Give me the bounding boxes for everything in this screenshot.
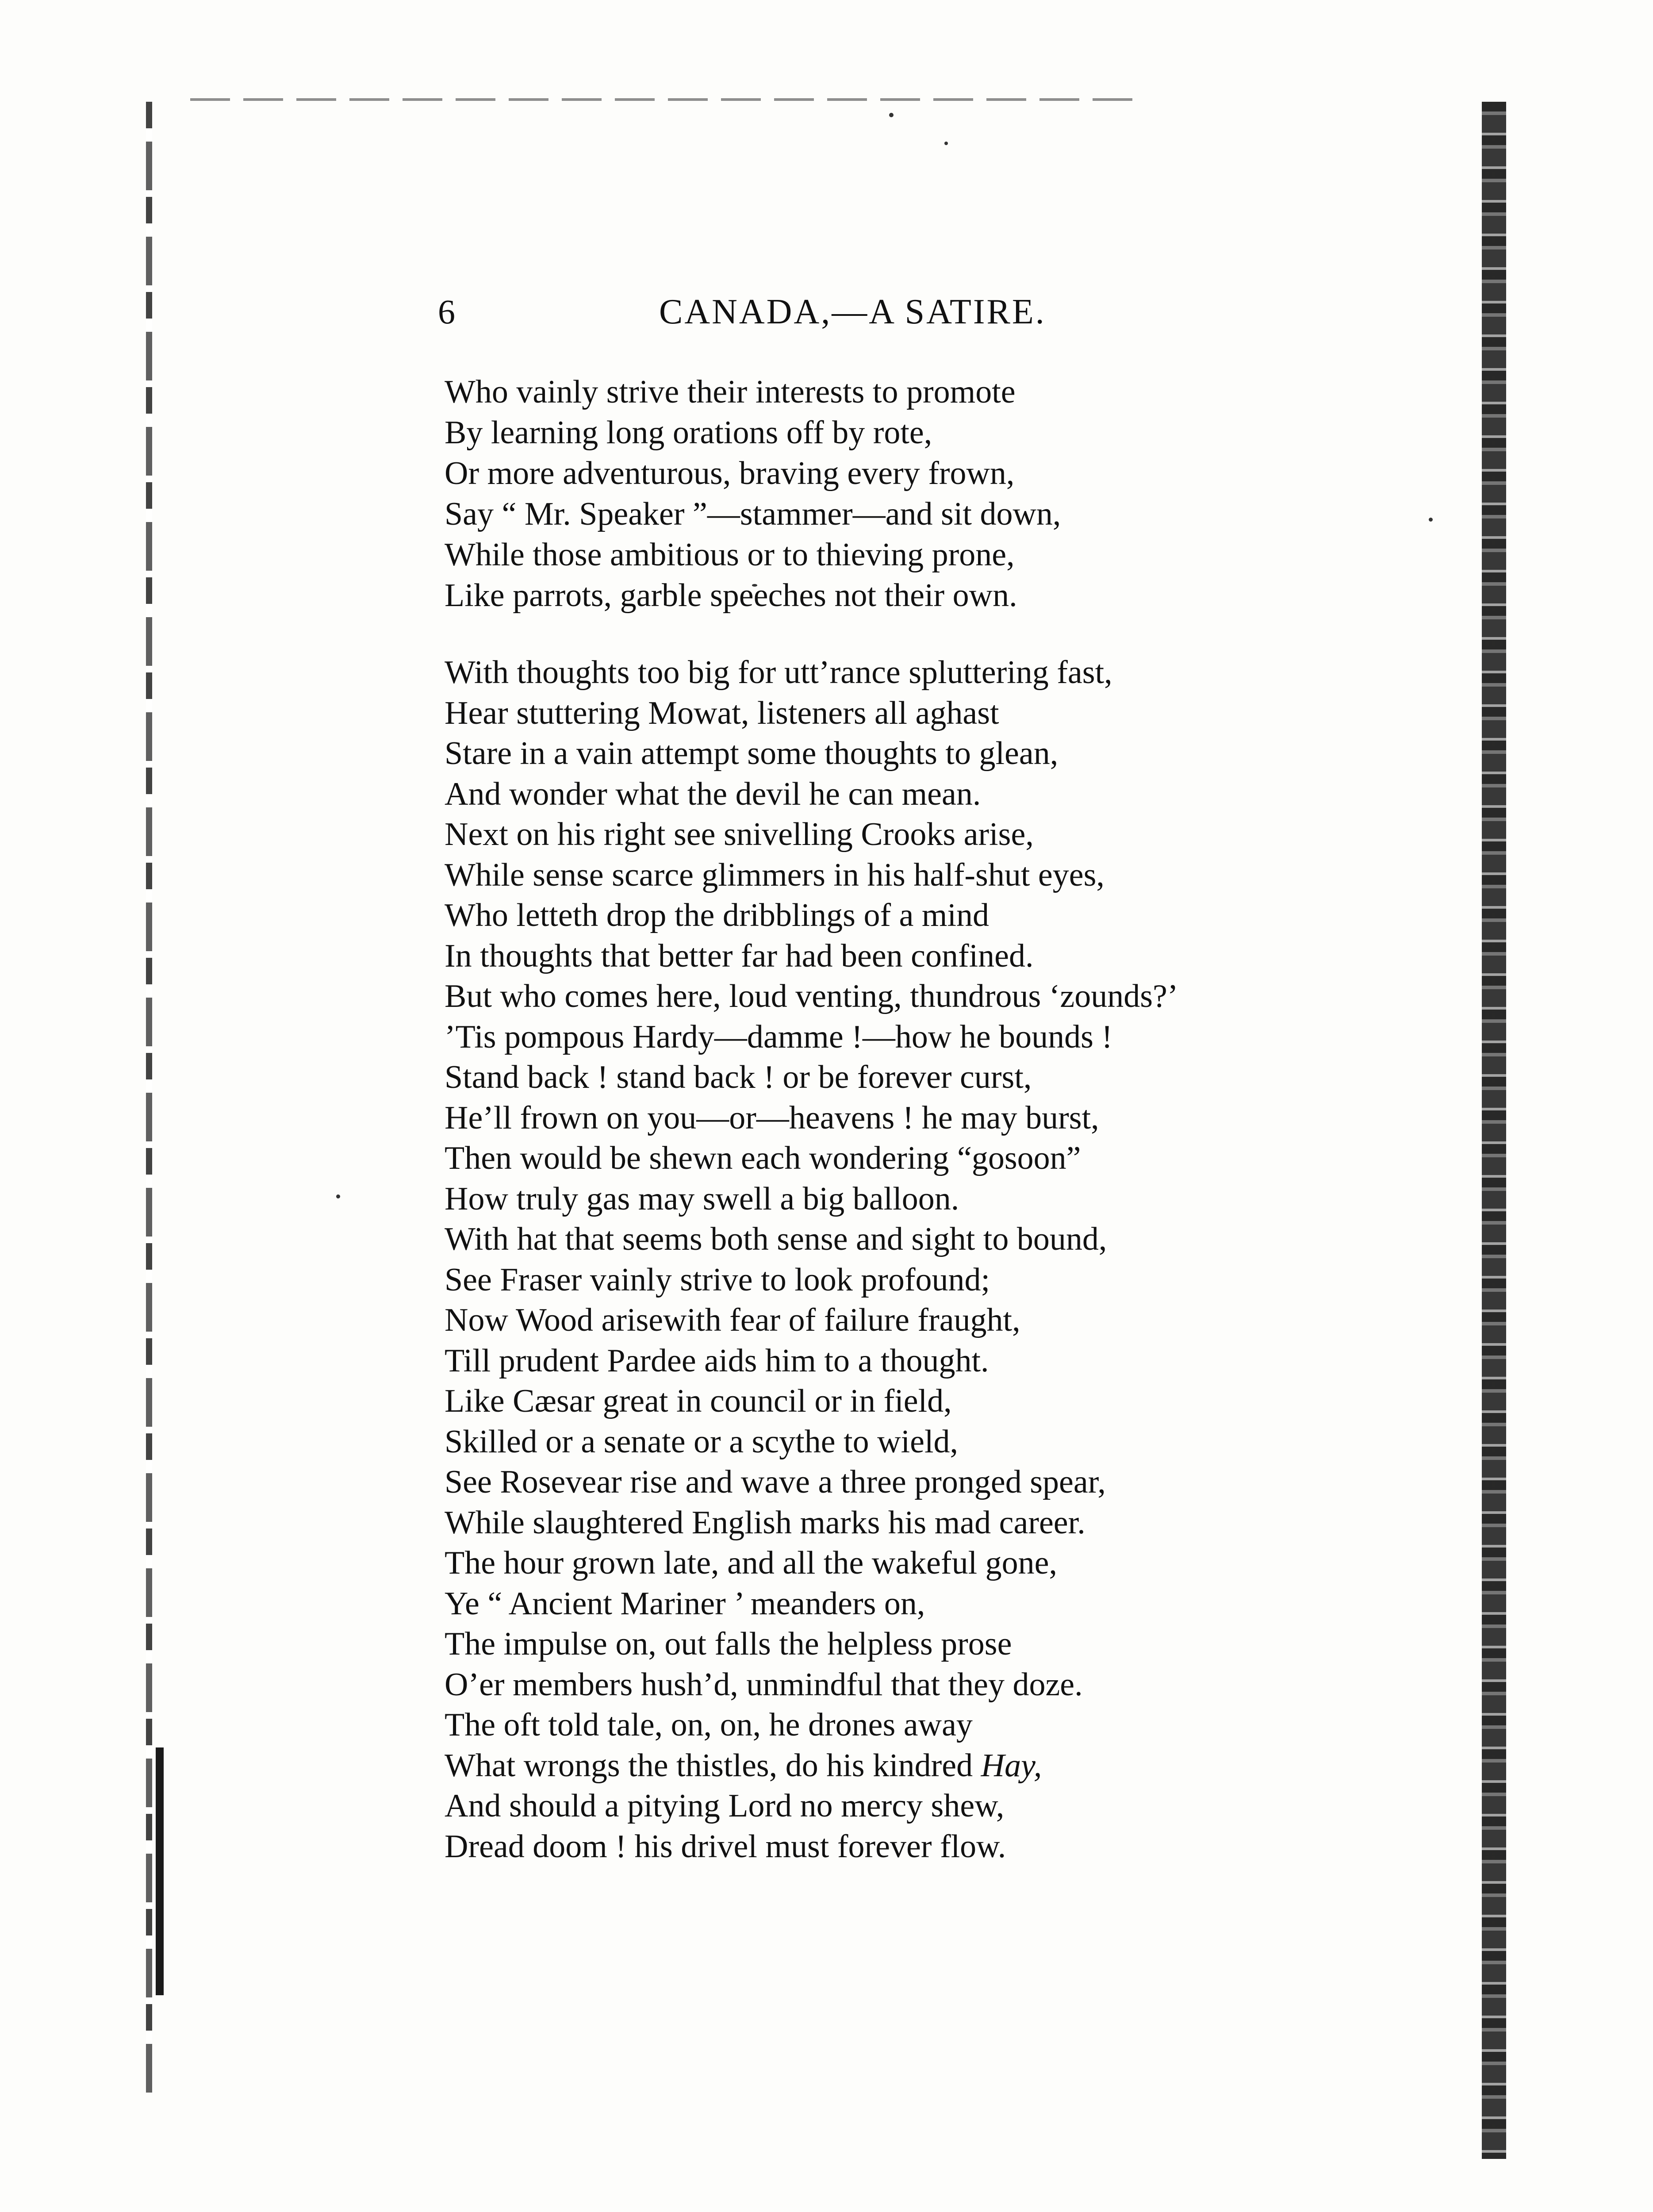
verse-line: He’ll frown on you—or—heavens ! he may burst,	[445, 1099, 1099, 1136]
verse-line: Who vainly strive their interests to promote	[445, 374, 1016, 410]
scan-speck	[1429, 518, 1433, 522]
running-head	[438, 288, 1128, 336]
verse-line: But who comes here, loud venting, thundrous ‘zounds?’	[445, 978, 1178, 1014]
verse-line: Next on his right see snivelling Crooks arise,	[445, 816, 1034, 853]
verse-line: Stare in a vain attempt some thoughts to glean,	[445, 735, 1059, 772]
verse-line: Till prudent Pardee aids him to a thought.	[445, 1342, 989, 1379]
verse-line: Like parrots, garble speeches not their own.	[445, 577, 1017, 614]
verse-line: The hour grown late, and all the wakeful gone,	[445, 1545, 1057, 1581]
scan-artifact-top	[190, 98, 1141, 101]
verse-line: See Rosevear rise and wave a three pronged spear,	[445, 1464, 1106, 1500]
binding-mark-left	[156, 1747, 164, 1995]
verse-line: And wonder what the devil he can mean.	[445, 776, 981, 812]
verse-line: Dread doom ! his drivel must forever flow.	[445, 1828, 1006, 1865]
verse-line: How truly gas may swell a big balloon.	[445, 1180, 959, 1217]
verse-line: Now Wood arisewith fear of failure fraught,	[445, 1302, 1020, 1338]
scan-speck	[336, 1194, 340, 1198]
verse-line: With hat that seems both sense and sight to bound,	[445, 1221, 1107, 1257]
verse-line: ’Tis pompous Hardy—damme !—how he bounds !	[445, 1018, 1113, 1055]
verse-line: The oft told tale, on, on, he drones away	[445, 1707, 973, 1743]
verse-line: Like Cæsar great in council or in field,	[445, 1383, 952, 1419]
verse-line: Hear stuttering Mowat, listeners all aghast	[445, 695, 999, 731]
verse-line: By learning long orations off by rote,	[445, 415, 932, 451]
verse-line: While those ambitious or to thieving prone,	[445, 537, 1015, 573]
verse-line: In thoughts that better far had been confined.	[445, 937, 1034, 974]
page-title: CANADA,—A SATIRE.	[659, 292, 1046, 331]
stanza-1	[445, 372, 1061, 616]
page-edge-shadow-right	[1482, 102, 1506, 2159]
verse-line	[445, 1746, 1178, 1786]
verse-line: Skilled or a senate or a scythe to wield,	[445, 1423, 959, 1460]
verse-line: And should a pitying Lord no mercy shew,	[445, 1788, 1005, 1824]
verse-line: Stand back ! stand back ! or be forever curst,	[445, 1059, 1032, 1095]
verse-italic-word: Hay,	[981, 1747, 1042, 1784]
verse-line: Ye “ Ancient Mariner ’ meanders on,	[445, 1585, 925, 1622]
verse-line: Or more adventurous, braving every frown,	[445, 455, 1015, 492]
verse-line: O’er members hush’d, unmindful that they doze.	[445, 1666, 1083, 1703]
verse-line: See Fraser vainly strive to look profound;	[445, 1261, 990, 1298]
binding-shadow-left	[146, 102, 152, 2093]
verse-line: With thoughts too big for utt’rance spluttering fast,	[445, 654, 1112, 691]
verse-line: Say “ Mr. Speaker ”—stammer—and sit down,	[445, 496, 1061, 532]
verse-line: Who letteth drop the dribblings of a mind	[445, 897, 989, 933]
scan-speck	[944, 142, 948, 145]
verse-line: The impulse on, out falls the helpless prose	[445, 1626, 1012, 1662]
stanza-2	[445, 653, 1178, 1867]
verse-line: Then would be shewn each wondering “gosoon”	[445, 1140, 1081, 1176]
scan-speck	[889, 113, 894, 117]
verse-line-text: What wrongs the thistles, do his kindred	[445, 1747, 981, 1784]
verse-line: While slaughtered English marks his mad career.	[445, 1504, 1085, 1541]
page-number: 6	[438, 292, 455, 331]
verse-line: While sense scarce glimmers in his half-shut eyes,	[445, 856, 1105, 893]
